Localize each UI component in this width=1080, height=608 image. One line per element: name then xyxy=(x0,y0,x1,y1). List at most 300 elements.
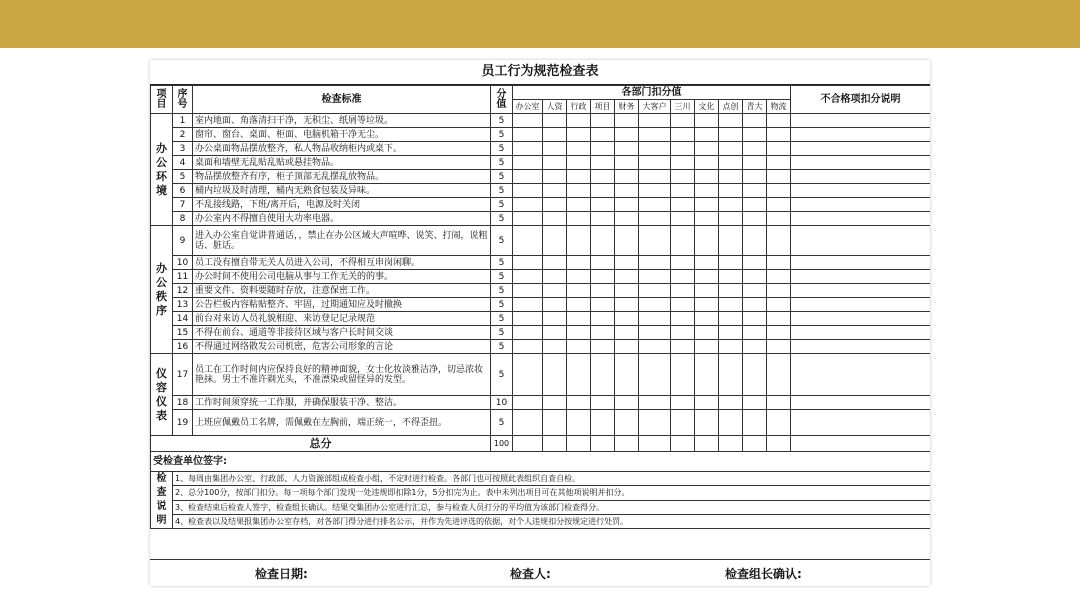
dept-deduction-cell[interactable] xyxy=(591,142,615,156)
dept-deduction-cell[interactable] xyxy=(719,184,743,198)
item-score: 5 xyxy=(491,184,513,198)
item-criteria: 进入办公室自觉讲普通话，，禁止在办公区域大声喧哗、说笑、打闹，说粗话、脏话。 xyxy=(193,226,491,256)
table-row xyxy=(151,284,931,298)
item-number: 15 xyxy=(173,326,193,340)
item-criteria: 办公桌面物品摆放整齐，私人物品收纳柜内或桌下。 xyxy=(193,142,491,156)
dept-deduction-cell[interactable] xyxy=(543,312,567,326)
dept-deduction-cell[interactable] xyxy=(767,114,791,128)
dept-deduction-cell[interactable] xyxy=(743,226,767,256)
dept-deduction-cell[interactable] xyxy=(615,284,639,298)
dept-deduction-cell[interactable] xyxy=(719,226,743,256)
dept-deduction-cell[interactable] xyxy=(671,298,695,312)
item-number: 9 xyxy=(173,226,193,256)
table-row xyxy=(151,270,931,284)
dept-deduction-cell[interactable] xyxy=(639,156,671,170)
dept-deduction-cell[interactable] xyxy=(513,142,543,156)
dept-deduction-cell[interactable] xyxy=(567,226,591,256)
item-score: 10 xyxy=(491,396,513,410)
dept-deduction-cell[interactable] xyxy=(767,396,791,410)
dept-deduction-cell[interactable] xyxy=(695,256,719,270)
item-number: 4 xyxy=(173,156,193,170)
dept-deduction-cell[interactable] xyxy=(695,142,719,156)
dept-deduction-cell[interactable] xyxy=(567,128,591,142)
dept-deduction-cell[interactable] xyxy=(639,312,671,326)
dept-deduction-cell[interactable] xyxy=(591,212,615,226)
dept-deduction-cell[interactable] xyxy=(615,184,639,198)
dept-deduction-cell[interactable] xyxy=(639,340,671,354)
dept-deduction-cell[interactable] xyxy=(743,170,767,184)
dept-deduction-cell[interactable] xyxy=(543,340,567,354)
dept-deduction-cell[interactable] xyxy=(719,298,743,312)
remarks-cell[interactable] xyxy=(791,114,930,128)
dept-deduction-cell[interactable] xyxy=(671,270,695,284)
item-score: 5 xyxy=(491,114,513,128)
dept-deduction-cell[interactable] xyxy=(671,170,695,184)
note-row xyxy=(151,500,931,514)
dept-deduction-cell[interactable] xyxy=(543,354,567,396)
dept-total-cell[interactable] xyxy=(719,436,743,452)
dept-deduction-cell[interactable] xyxy=(639,212,671,226)
item-criteria: 室内地面、角落清扫干净，无积尘、纸屑等垃圾。 xyxy=(193,114,491,128)
remarks-cell[interactable] xyxy=(791,312,930,326)
dept-deduction-cell[interactable] xyxy=(639,256,671,270)
dept-deduction-cell[interactable] xyxy=(615,198,639,212)
dept-deduction-cell[interactable] xyxy=(567,156,591,170)
dept-deduction-cell[interactable] xyxy=(513,226,543,256)
dept-deduction-cell[interactable] xyxy=(719,256,743,270)
remarks-cell[interactable] xyxy=(791,396,930,410)
dept-deduction-cell[interactable] xyxy=(767,170,791,184)
dept-header: 青大 xyxy=(743,100,767,114)
dept-deduction-cell[interactable] xyxy=(543,284,567,298)
dept-deduction-cell[interactable] xyxy=(591,226,615,256)
dept-deduction-cell[interactable] xyxy=(767,198,791,212)
total-remarks-cell[interactable] xyxy=(791,436,930,452)
dept-deduction-cell[interactable] xyxy=(743,270,767,284)
dept-deduction-cell[interactable] xyxy=(695,298,719,312)
table-row xyxy=(151,156,931,170)
dept-deduction-cell[interactable] xyxy=(591,170,615,184)
dept-total-cell[interactable] xyxy=(743,436,767,452)
note-row xyxy=(151,486,931,500)
dept-deduction-cell[interactable] xyxy=(767,410,791,436)
dept-deduction-cell[interactable] xyxy=(719,142,743,156)
dept-deduction-cell[interactable] xyxy=(639,410,671,436)
dept-deduction-cell[interactable] xyxy=(543,212,567,226)
dept-deduction-cell[interactable] xyxy=(719,128,743,142)
dept-deduction-cell[interactable] xyxy=(767,298,791,312)
dept-deduction-cell[interactable] xyxy=(695,198,719,212)
dept-total-cell[interactable] xyxy=(567,436,591,452)
dept-deduction-cell[interactable] xyxy=(615,212,639,226)
note-text: 2、总分100分，按部门扣分。每一项每个部门发现一处违规即扣除1分，5分扣完为止。表中未列出项目可在其他项说明并扣分。 xyxy=(173,486,931,500)
total-score: 100 xyxy=(491,436,513,452)
remarks-cell[interactable] xyxy=(791,156,930,170)
dept-deduction-cell[interactable] xyxy=(591,184,615,198)
dept-deduction-cell[interactable] xyxy=(671,226,695,256)
dept-deduction-cell[interactable] xyxy=(639,226,671,256)
dept-deduction-cell[interactable] xyxy=(567,212,591,226)
dept-deduction-cell[interactable] xyxy=(671,212,695,226)
dept-deduction-cell[interactable] xyxy=(671,114,695,128)
dept-deduction-cell[interactable] xyxy=(671,198,695,212)
remarks-cell[interactable] xyxy=(791,298,930,312)
dept-total-cell[interactable] xyxy=(543,436,567,452)
dept-deduction-cell[interactable] xyxy=(743,410,767,436)
note-text: 1、每周由集团办公室、行政部、人力资源部组成检查小组，不定时进行检查。各部门也可按照此表组织自查自检。 xyxy=(173,472,931,486)
dept-deduction-cell[interactable] xyxy=(719,354,743,396)
dept-deduction-cell[interactable] xyxy=(671,284,695,298)
dept-deduction-cell[interactable] xyxy=(719,340,743,354)
dept-deduction-cell[interactable] xyxy=(513,170,543,184)
dept-deduction-cell[interactable] xyxy=(591,410,615,436)
dept-deduction-cell[interactable] xyxy=(615,156,639,170)
item-score: 5 xyxy=(491,156,513,170)
dept-deduction-cell[interactable] xyxy=(513,340,543,354)
dept-deduction-cell[interactable] xyxy=(695,128,719,142)
dept-deduction-cell[interactable] xyxy=(743,212,767,226)
dept-deduction-cell[interactable] xyxy=(591,256,615,270)
inspector-label: 检查人: xyxy=(510,566,551,581)
dept-deduction-cell[interactable] xyxy=(719,270,743,284)
dept-deduction-cell[interactable] xyxy=(567,270,591,284)
dept-deduction-cell[interactable] xyxy=(767,354,791,396)
dept-deduction-cell[interactable] xyxy=(567,298,591,312)
dept-deduction-cell[interactable] xyxy=(743,340,767,354)
dept-deduction-cell[interactable] xyxy=(615,396,639,410)
item-number: 19 xyxy=(173,410,193,436)
dept-deduction-cell[interactable] xyxy=(615,354,639,396)
dept-deduction-cell[interactable] xyxy=(567,142,591,156)
dept-deduction-cell[interactable] xyxy=(543,142,567,156)
dept-deduction-cell[interactable] xyxy=(543,326,567,340)
dept-deduction-cell[interactable] xyxy=(671,354,695,396)
sheet-footer xyxy=(150,559,930,586)
table-row xyxy=(151,226,931,256)
dept-deduction-cell[interactable] xyxy=(695,340,719,354)
dept-deduction-cell[interactable] xyxy=(543,156,567,170)
dept-deduction-cell[interactable] xyxy=(615,114,639,128)
dept-deduction-cell[interactable] xyxy=(671,256,695,270)
dept-deduction-cell[interactable] xyxy=(767,184,791,198)
signature-label[interactable]: 受检查单位签字: xyxy=(151,452,931,472)
item-criteria: 不乱接线路，下班/离开后，电源及时关闭 xyxy=(193,198,491,212)
dept-deduction-cell[interactable] xyxy=(695,170,719,184)
dept-deduction-cell[interactable] xyxy=(767,284,791,298)
dept-deduction-cell[interactable] xyxy=(567,198,591,212)
item-score: 5 xyxy=(491,312,513,326)
dept-deduction-cell[interactable] xyxy=(719,156,743,170)
dept-header: 大客户 xyxy=(639,100,671,114)
dept-deduction-cell[interactable] xyxy=(615,298,639,312)
dept-deduction-cell[interactable] xyxy=(543,170,567,184)
dept-deduction-cell[interactable] xyxy=(615,410,639,436)
dept-deduction-cell[interactable] xyxy=(639,270,671,284)
dept-total-cell[interactable] xyxy=(639,436,671,452)
dept-deduction-cell[interactable] xyxy=(513,128,543,142)
category-cell: 仪容仪表 xyxy=(151,354,173,436)
dept-deduction-cell[interactable] xyxy=(591,298,615,312)
dept-deduction-cell[interactable] xyxy=(695,312,719,326)
dept-deduction-cell[interactable] xyxy=(567,184,591,198)
dept-deduction-cell[interactable] xyxy=(695,410,719,436)
dept-deduction-cell[interactable] xyxy=(639,198,671,212)
remarks-cell[interactable] xyxy=(791,256,930,270)
table-row xyxy=(151,326,931,340)
dept-deduction-cell[interactable] xyxy=(513,270,543,284)
remarks-cell[interactable] xyxy=(791,410,930,436)
dept-deduction-cell[interactable] xyxy=(513,114,543,128)
dept-total-cell[interactable] xyxy=(591,436,615,452)
remarks-cell[interactable] xyxy=(791,128,930,142)
dept-deduction-cell[interactable] xyxy=(639,114,671,128)
dept-deduction-cell[interactable] xyxy=(743,326,767,340)
dept-deduction-cell[interactable] xyxy=(543,184,567,198)
dept-deduction-cell[interactable] xyxy=(671,156,695,170)
dept-deduction-cell[interactable] xyxy=(743,114,767,128)
dept-deduction-cell[interactable] xyxy=(671,326,695,340)
dept-deduction-cell[interactable] xyxy=(567,410,591,436)
dept-deduction-cell[interactable] xyxy=(513,410,543,436)
dept-total-cell[interactable] xyxy=(695,436,719,452)
dept-deduction-cell[interactable] xyxy=(695,114,719,128)
dept-deduction-cell[interactable] xyxy=(543,114,567,128)
dept-deduction-cell[interactable] xyxy=(591,270,615,284)
item-criteria: 公告栏板内容粘贴整齐、牢固，过期通知应及时撤换 xyxy=(193,298,491,312)
dept-deduction-cell[interactable] xyxy=(743,198,767,212)
dept-deduction-cell[interactable] xyxy=(639,142,671,156)
dept-deduction-cell[interactable] xyxy=(767,142,791,156)
table-row xyxy=(151,184,931,198)
dept-deduction-cell[interactable] xyxy=(567,354,591,396)
dept-deduction-cell[interactable] xyxy=(591,198,615,212)
dept-deduction-cell[interactable] xyxy=(719,198,743,212)
dept-deduction-cell[interactable] xyxy=(671,312,695,326)
remarks-cell[interactable] xyxy=(791,142,930,156)
dept-deduction-cell[interactable] xyxy=(639,284,671,298)
dept-deduction-cell[interactable] xyxy=(743,312,767,326)
dept-deduction-cell[interactable] xyxy=(513,312,543,326)
dept-deduction-cell[interactable] xyxy=(671,142,695,156)
item-score: 5 xyxy=(491,340,513,354)
dept-deduction-cell[interactable] xyxy=(615,128,639,142)
remarks-cell[interactable] xyxy=(791,284,930,298)
item-criteria: 员工没有擅自带无关人员进入公司，不得相互串岗闲聊。 xyxy=(193,256,491,270)
dept-deduction-cell[interactable] xyxy=(695,326,719,340)
dept-deduction-cell[interactable] xyxy=(719,410,743,436)
dept-deduction-cell[interactable] xyxy=(591,284,615,298)
dept-deduction-cell[interactable] xyxy=(591,326,615,340)
dept-deduction-cell[interactable] xyxy=(743,184,767,198)
table-row xyxy=(151,114,931,128)
dept-deduction-cell[interactable] xyxy=(639,128,671,142)
dept-deduction-cell[interactable] xyxy=(719,312,743,326)
dept-deduction-cell[interactable] xyxy=(671,184,695,198)
dept-header: 人资 xyxy=(543,100,567,114)
dept-deduction-cell[interactable] xyxy=(543,198,567,212)
remarks-cell[interactable] xyxy=(791,270,930,284)
dept-total-cell[interactable] xyxy=(513,436,543,452)
dept-deduction-cell[interactable] xyxy=(719,284,743,298)
remarks-cell[interactable] xyxy=(791,340,930,354)
remarks-cell[interactable] xyxy=(791,354,930,396)
dept-deduction-cell[interactable] xyxy=(513,326,543,340)
dept-deduction-cell[interactable] xyxy=(513,256,543,270)
dept-deduction-cell[interactable] xyxy=(567,170,591,184)
dept-deduction-cell[interactable] xyxy=(567,284,591,298)
dept-deduction-cell[interactable] xyxy=(639,184,671,198)
dept-deduction-cell[interactable] xyxy=(567,396,591,410)
dept-deduction-cell[interactable] xyxy=(513,156,543,170)
dept-deduction-cell[interactable] xyxy=(695,270,719,284)
sheet-title: 员工行为规范检查表 xyxy=(150,60,930,85)
dept-deduction-cell[interactable] xyxy=(615,142,639,156)
dept-deduction-cell[interactable] xyxy=(615,226,639,256)
dept-deduction-cell[interactable] xyxy=(591,354,615,396)
item-score: 5 xyxy=(491,326,513,340)
note-text: 3、检查结束后检查人签字，检查组长确认。结果交集团办公室进行汇总，参与检查人员打分的平均值为该部门检查得分。 xyxy=(173,500,931,514)
dept-deduction-cell[interactable] xyxy=(615,256,639,270)
remarks-cell[interactable] xyxy=(791,198,930,212)
dept-total-cell[interactable] xyxy=(671,436,695,452)
dept-deduction-cell[interactable] xyxy=(543,410,567,436)
dept-total-cell[interactable] xyxy=(767,436,791,452)
item-number: 5 xyxy=(173,170,193,184)
dept-deduction-cell[interactable] xyxy=(695,184,719,198)
dept-deduction-cell[interactable] xyxy=(671,128,695,142)
dept-deduction-cell[interactable] xyxy=(767,226,791,256)
remarks-cell[interactable] xyxy=(791,226,930,256)
top-banner xyxy=(0,0,1080,48)
dept-deduction-cell[interactable] xyxy=(671,340,695,354)
dept-deduction-cell[interactable] xyxy=(639,396,671,410)
dept-deduction-cell[interactable] xyxy=(719,114,743,128)
dept-deduction-cell[interactable] xyxy=(591,312,615,326)
dept-deduction-cell[interactable] xyxy=(743,396,767,410)
dept-deduction-cell[interactable] xyxy=(543,256,567,270)
dept-deduction-cell[interactable] xyxy=(615,340,639,354)
item-score: 5 xyxy=(491,284,513,298)
dept-deduction-cell[interactable] xyxy=(719,326,743,340)
dept-deduction-cell[interactable] xyxy=(743,298,767,312)
dept-deduction-cell[interactable] xyxy=(639,326,671,340)
dept-deduction-cell[interactable] xyxy=(743,156,767,170)
dept-header: 点创 xyxy=(719,100,743,114)
item-criteria: 上班应佩戴员工名牌，需佩戴在左胸前，端正统一，不得歪扭。 xyxy=(193,410,491,436)
dept-deduction-cell[interactable] xyxy=(767,340,791,354)
dept-deduction-cell[interactable] xyxy=(639,298,671,312)
dept-deduction-cell[interactable] xyxy=(767,270,791,284)
dept-deduction-cell[interactable] xyxy=(719,212,743,226)
dept-deduction-cell[interactable] xyxy=(671,410,695,436)
item-score: 5 xyxy=(491,298,513,312)
dept-deduction-cell[interactable] xyxy=(695,226,719,256)
inspection-date-label: 检查日期: xyxy=(255,566,308,581)
dept-deduction-cell[interactable] xyxy=(591,396,615,410)
dept-deduction-cell[interactable] xyxy=(543,298,567,312)
dept-deduction-cell[interactable] xyxy=(615,326,639,340)
dept-deduction-cell[interactable] xyxy=(767,128,791,142)
dept-deduction-cell[interactable] xyxy=(513,212,543,226)
dept-deduction-cell[interactable] xyxy=(743,284,767,298)
dept-deduction-cell[interactable] xyxy=(767,326,791,340)
remarks-cell[interactable] xyxy=(791,184,930,198)
dept-deduction-cell[interactable] xyxy=(719,396,743,410)
dept-deduction-cell[interactable] xyxy=(767,212,791,226)
dept-total-cell[interactable] xyxy=(615,436,639,452)
dept-deduction-cell[interactable] xyxy=(591,156,615,170)
dept-deduction-cell[interactable] xyxy=(767,312,791,326)
dept-deduction-cell[interactable] xyxy=(513,298,543,312)
remarks-cell[interactable] xyxy=(791,170,930,184)
item-number: 16 xyxy=(173,340,193,354)
dept-deduction-cell[interactable] xyxy=(695,156,719,170)
dept-deduction-cell[interactable] xyxy=(567,326,591,340)
inspection-sheet xyxy=(150,60,930,586)
dept-deduction-cell[interactable] xyxy=(743,354,767,396)
dept-deduction-cell[interactable] xyxy=(591,128,615,142)
dept-deduction-cell[interactable] xyxy=(615,170,639,184)
dept-deduction-cell[interactable] xyxy=(567,340,591,354)
note-row xyxy=(151,514,931,528)
dept-deduction-cell[interactable] xyxy=(513,354,543,396)
dept-deduction-cell[interactable] xyxy=(719,170,743,184)
dept-deduction-cell[interactable] xyxy=(743,128,767,142)
total-label: 总分 xyxy=(151,436,491,452)
dept-header: 财务 xyxy=(615,100,639,114)
dept-deduction-cell[interactable] xyxy=(543,226,567,256)
dept-deduction-cell[interactable] xyxy=(543,270,567,284)
dept-deduction-cell[interactable] xyxy=(695,284,719,298)
item-number: 13 xyxy=(173,298,193,312)
dept-deduction-cell[interactable] xyxy=(639,354,671,396)
dept-deduction-cell[interactable] xyxy=(615,270,639,284)
dept-deduction-cell[interactable] xyxy=(567,312,591,326)
dept-deduction-cell[interactable] xyxy=(767,256,791,270)
dept-deduction-cell[interactable] xyxy=(743,256,767,270)
dept-deduction-cell[interactable] xyxy=(567,114,591,128)
item-score: 5 xyxy=(491,212,513,226)
dept-deduction-cell[interactable] xyxy=(591,114,615,128)
item-number: 10 xyxy=(173,256,193,270)
table-row xyxy=(151,198,931,212)
table-row xyxy=(151,298,931,312)
dept-deduction-cell[interactable] xyxy=(695,212,719,226)
dept-deduction-cell[interactable] xyxy=(543,396,567,410)
dept-deduction-cell[interactable] xyxy=(767,156,791,170)
dept-deduction-cell[interactable] xyxy=(567,256,591,270)
dept-deduction-cell[interactable] xyxy=(513,284,543,298)
item-number: 18 xyxy=(173,396,193,410)
dept-deduction-cell[interactable] xyxy=(513,184,543,198)
dept-deduction-cell[interactable] xyxy=(513,396,543,410)
dept-deduction-cell[interactable] xyxy=(591,340,615,354)
dept-deduction-cell[interactable] xyxy=(543,128,567,142)
dept-deduction-cell[interactable] xyxy=(695,354,719,396)
dept-deduction-cell[interactable] xyxy=(743,142,767,156)
item-criteria: 桌面和墙壁无乱贴乱贴或悬挂物品。 xyxy=(193,156,491,170)
notes-label: 检查说明 xyxy=(151,472,173,529)
remarks-cell[interactable] xyxy=(791,212,930,226)
dept-deduction-cell[interactable] xyxy=(695,396,719,410)
dept-deduction-cell[interactable] xyxy=(513,198,543,212)
dept-deduction-cell[interactable] xyxy=(671,396,695,410)
dept-deduction-cell[interactable] xyxy=(615,312,639,326)
dept-deduction-cell[interactable] xyxy=(639,170,671,184)
item-number: 8 xyxy=(173,212,193,226)
item-criteria: 不得通过网络散发公司机密，危害公司形象的言论 xyxy=(193,340,491,354)
remarks-cell[interactable] xyxy=(791,326,930,340)
